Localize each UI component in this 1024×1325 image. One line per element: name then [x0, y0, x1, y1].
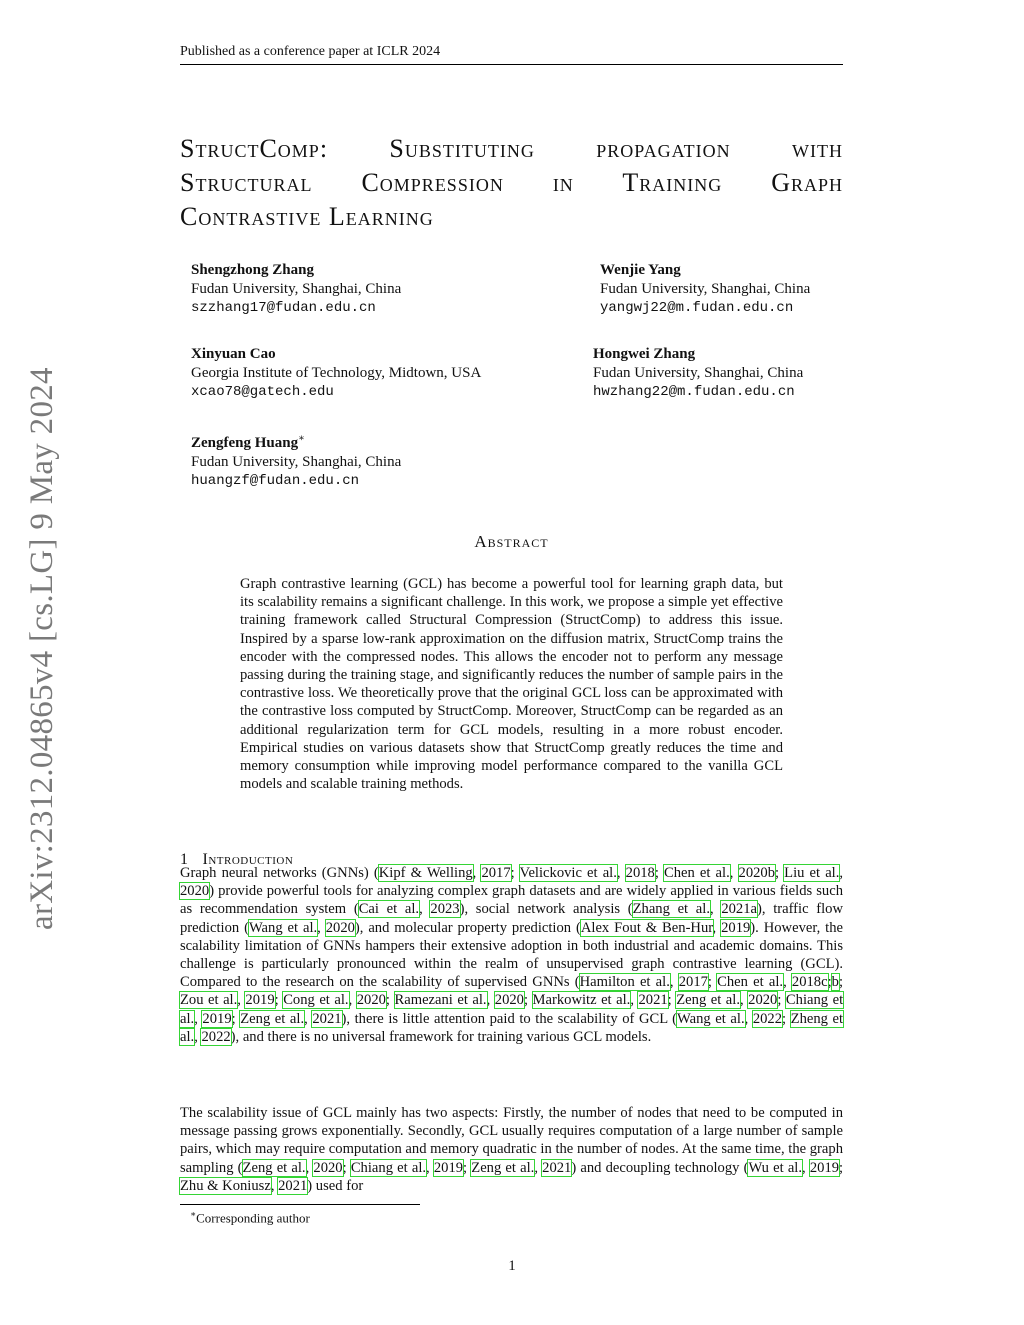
abstract-text: Graph contrastive learning (GCL) has become a powerful tool for learning graph data, but its scalability remains a significant challenge. In this work, we propose a simple yet effective training framework called Structural Compression (StructComp) to address this issue. Inspired by a sparse low-rank approximation on the diffusion matrix, StructComp trains the encoder with the compressed nodes. This allows the encoder not to perform any message passing during the training stage, and significantly reduces the number of sample pairs in the contrastive loss. We theoretically prove that the original GCL loss can be approximated with the contrastive loss computed by StructComp. Moreover, StructComp can be regarded as an additional regularization term for GCL models, resulting in a more robust encoder. Empirical studies on various datasets show that StructComp greatly reduces the time and memory consumption while improving model performance compared to the vanilla GCL models and scalable training methods.: [240, 576, 783, 793]
paragraph-text: ;: [838, 974, 843, 991]
paragraph-text: ), social network analysis (: [459, 901, 633, 918]
paragraph-text: Graph neural networks (GNNs) (: [180, 865, 379, 881]
paragraph-text: ;: [274, 992, 284, 1009]
paragraph-text: ,: [472, 865, 482, 881]
citation-link[interactable]: 2020: [494, 992, 524, 1009]
citation-link[interactable]: 2021: [278, 1177, 308, 1194]
paragraph-text: ,: [237, 992, 246, 1009]
citation-link[interactable]: 2019: [202, 1010, 232, 1027]
paragraph-text: ), and there is no universal framework for training various GCL models.: [230, 1028, 652, 1045]
arxiv-stamp: arXiv:2312.04865v4 [cs.LG] 9 May 2024: [24, 367, 60, 930]
paragraph-text: ;: [654, 865, 664, 881]
paragraph-text: The scalability issue of GCL mainly has two aspects: Firstly, the number of nodes that need to be computed in message passing grows exponentially. Secondly, GCL usually requires computation of a large number of sample pairs, which may require computation and memory quadratic in the number of nodes. At the same time, the graph sampling (: [180, 1105, 843, 1176]
citation-link[interactable]: 2017: [678, 974, 708, 991]
paragraph-text: ;: [342, 1159, 351, 1176]
paragraph-text: ,: [739, 992, 749, 1009]
footnote-mark: ∗: [190, 1209, 197, 1219]
paragraph-text: ) and decoupling technology (: [571, 1159, 749, 1176]
running-header: Published as a conference paper at ICLR 2024: [180, 44, 843, 65]
citation-link[interactable]: 2019: [245, 992, 275, 1009]
intro-paragraph-2: [180, 1104, 843, 1195]
citation-link[interactable]: b: [831, 974, 839, 991]
citation-link[interactable]: Zeng et al.: [676, 992, 740, 1009]
paragraph-text: ,: [305, 1159, 314, 1176]
paragraph-text: ,: [630, 992, 639, 1009]
paragraph-text: ,: [534, 1159, 543, 1176]
author-affiliation: Fudan University, Shanghai, China: [600, 281, 811, 297]
citation-link[interactable]: 2019: [433, 1159, 464, 1176]
section-title: Introduction: [202, 851, 294, 868]
author-name: Shengzhong Zhang: [191, 262, 314, 278]
citation-link[interactable]: 2022: [752, 1010, 783, 1027]
paragraph-text: ;: [827, 974, 832, 991]
title-line: Contrastive Learning: [180, 202, 434, 231]
paragraph-text: ,: [348, 992, 357, 1009]
citation-link[interactable]: Zhu & Koniusz: [180, 1177, 271, 1194]
citation-link[interactable]: 2019: [809, 1159, 840, 1176]
paragraph-text: ), traffic flow prediction (: [180, 901, 844, 936]
title-line: Structural Compression in Training Graph: [180, 168, 843, 197]
paragraph-text: ;: [667, 992, 677, 1009]
paragraph-text: ,: [616, 865, 626, 881]
citation-link[interactable]: 2021a: [721, 901, 757, 918]
citation-link[interactable]: 2021: [542, 1159, 572, 1176]
paragraph-text: ) provide powerful tools for analyzing complex graph datasets and are widely applied in various fields such as recommendation system (: [180, 883, 843, 918]
paragraph-text: ,: [194, 1028, 202, 1045]
paragraph-text: ;: [385, 992, 395, 1009]
paragraph-text: ,: [712, 919, 722, 936]
citation-link[interactable]: 2020b: [738, 865, 775, 881]
author-name: Xinyuan Cao: [191, 346, 276, 362]
corresponding-mark: ∗: [298, 433, 305, 444]
paragraph-text: ;: [707, 974, 718, 991]
citation-link[interactable]: Zeng et al.: [240, 1010, 305, 1027]
paragraph-text: ,: [802, 1159, 810, 1176]
paragraph-text: ,: [419, 901, 431, 918]
author-block: [191, 345, 481, 402]
paragraph-text: ,: [744, 1010, 753, 1027]
citation-link[interactable]: 2020: [748, 992, 778, 1009]
footnote-rule: [180, 1204, 420, 1205]
author-affiliation: Fudan University, Shanghai, China: [593, 365, 804, 381]
paragraph-text: ) used for: [307, 1177, 364, 1194]
citation-link[interactable]: Alex Fout & Ben-Hur: [580, 919, 713, 936]
author-email[interactable]: huangzf@fudan.edu.cn: [191, 473, 360, 489]
author-name: Zengfeng Huang: [191, 435, 299, 451]
paragraph-text: ;: [775, 865, 785, 881]
citation-link[interactable]: Cai et al.: [358, 901, 420, 918]
author-name: Wenjie Yang: [600, 262, 681, 278]
section-number: 1: [180, 851, 189, 868]
paragraph-text: ,: [486, 992, 495, 1009]
author-block: [593, 345, 803, 402]
citation-link[interactable]: 2021: [312, 1010, 342, 1027]
paragraph-text: ;: [523, 992, 533, 1009]
footnote: [190, 1209, 310, 1226]
author-email[interactable]: xcao78@gatech.edu: [191, 384, 334, 400]
citation-link[interactable]: 2021: [638, 992, 668, 1009]
paragraph-text: ,: [194, 1010, 203, 1027]
citation-link[interactable]: Kipf & Welling: [378, 865, 473, 881]
author-name: Hongwei Zhang: [593, 346, 696, 362]
paragraph-text: ,: [709, 901, 722, 918]
paragraph-text: ,: [426, 1159, 434, 1176]
citation-link[interactable]: Chen et al.: [717, 974, 784, 991]
paragraph-text: ;: [782, 1010, 791, 1027]
citation-link[interactable]: 2020: [325, 919, 355, 936]
author-email[interactable]: yangwj22@m.fudan.edu.cn: [600, 300, 794, 316]
paragraph-text: ,: [669, 974, 679, 991]
paragraph-text: ,: [783, 974, 792, 991]
citation-link[interactable]: 2019: [721, 919, 751, 936]
paragraph-text: ;: [777, 992, 786, 1009]
author-affiliation: Fudan University, Shanghai, China: [191, 281, 402, 297]
citation-link[interactable]: Liu et al.: [784, 865, 840, 881]
intro-paragraph-1: [180, 864, 843, 1046]
citation-link[interactable]: Zheng et al.: [180, 1010, 844, 1045]
author-block: [191, 261, 401, 318]
citation-link[interactable]: 2017: [481, 865, 511, 881]
citation-link[interactable]: Cong et al.: [283, 992, 349, 1009]
citation-link[interactable]: Markowitz et al.: [532, 992, 631, 1009]
paragraph-text: ,: [839, 865, 844, 881]
author-affiliation: Georgia Institute of Technology, Midtown, USA: [191, 365, 482, 381]
citation-link[interactable]: Wang et al.: [677, 1010, 745, 1027]
author-block: [191, 429, 401, 491]
citation-link[interactable]: Zeng et al.: [242, 1159, 306, 1176]
citation-link[interactable]: 2020: [180, 883, 210, 900]
author-affiliation: Fudan University, Shanghai, China: [191, 454, 402, 470]
paragraph-text: ,: [729, 865, 739, 881]
citation-link[interactable]: Zou et al.: [180, 992, 238, 1009]
citation-link[interactable]: Hamilton et al.: [579, 974, 670, 991]
paragraph-text: ). However, the scalability limitation of GNNs hampers their extensive adoption in both industrial and academic domains. This challenge is particularly pronounced within the realm of unsupervised graph contrastive learning (GCL). Compared to the research on the scalability of supervised GNNs (: [180, 919, 844, 991]
abstract-heading: Abstract: [474, 532, 549, 551]
citation-link[interactable]: 2020: [356, 992, 386, 1009]
citation-link[interactable]: Ramezani et al.: [394, 992, 487, 1009]
paragraph-text: ,: [304, 1010, 313, 1027]
page-number: 1: [508, 1258, 516, 1274]
citation-link[interactable]: 2018: [625, 865, 655, 881]
footnote-text: Corresponding author: [196, 1210, 310, 1226]
paragraph-text: ), there is little attention paid to the scalability of GCL (: [341, 1010, 678, 1027]
citation-link[interactable]: Wang et al.: [248, 919, 318, 936]
paragraph-text: ;: [463, 1159, 472, 1176]
citation-link[interactable]: Zhang et al.: [632, 901, 710, 918]
title-line: StructComp: Substituting propagation with: [180, 134, 843, 163]
paragraph-text: ;: [231, 1010, 241, 1027]
paragraph-text: ;: [839, 1159, 844, 1176]
paragraph-text: ,: [317, 919, 326, 936]
paragraph-text: ;: [510, 865, 520, 881]
citation-link[interactable]: 2020: [313, 1159, 343, 1176]
paragraph-text: ), and molecular property prediction (: [354, 919, 581, 936]
citation-link[interactable]: Zeng et al.: [471, 1159, 535, 1176]
citation-link[interactable]: 2023: [430, 901, 460, 918]
citation-link[interactable]: 2018c: [791, 974, 828, 991]
paper-title: [180, 132, 843, 234]
citation-link[interactable]: Chiang et al.: [180, 992, 844, 1027]
author-email[interactable]: szzhang17@fudan.edu.cn: [191, 300, 376, 316]
paragraph-text: ,: [270, 1177, 279, 1194]
citation-link[interactable]: Velickovic et al.: [519, 865, 617, 881]
citation-link[interactable]: Chen et al.: [664, 865, 730, 881]
author-email[interactable]: hwzhang22@m.fudan.edu.cn: [593, 384, 795, 400]
citation-link[interactable]: Chiang et al.: [350, 1159, 427, 1176]
author-block: [600, 261, 810, 318]
citation-link[interactable]: 2022: [201, 1028, 231, 1045]
citation-link[interactable]: Wu et al.: [748, 1159, 803, 1176]
